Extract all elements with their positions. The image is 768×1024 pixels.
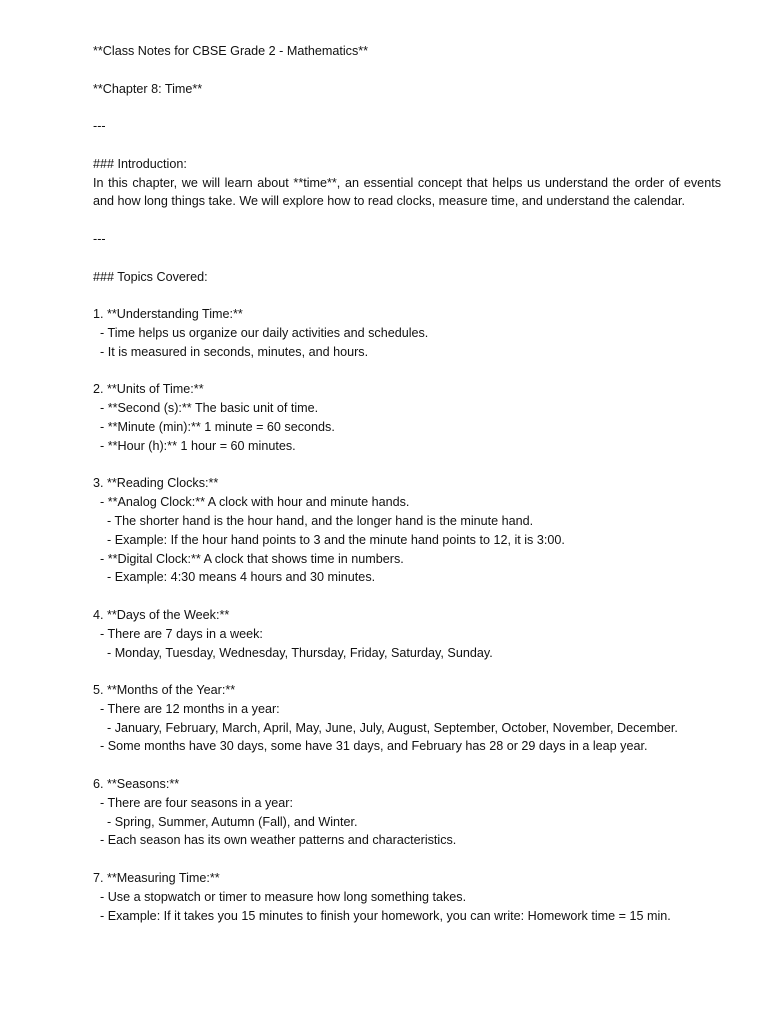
topic-line: - Monday, Tuesday, Wednesday, Thursday, Friday, Saturday, Sunday. — [93, 645, 493, 660]
topic-title: 2. **Units of Time:** — [93, 382, 204, 397]
topic-line: - **Minute (min):** 1 minute = 60 seconds. — [93, 419, 335, 434]
topic-line: - Example: If it takes you 15 minutes to finish your homework, you can write: Homework time = 15 min. — [93, 908, 671, 923]
intro-heading: ### Introduction: — [93, 156, 187, 171]
spacer — [93, 249, 721, 268]
topic-line: - There are 7 days in a week: — [93, 626, 263, 641]
spacer — [93, 61, 721, 80]
topic-line: - Time helps us organize our daily activities and schedules. — [93, 325, 429, 340]
topic-title: 4. **Days of the Week:** — [93, 607, 230, 622]
spacer — [93, 662, 721, 681]
topic-line: - Example: If the hour hand points to 3 and the minute hand points to 12, it is 3:00. — [93, 532, 565, 547]
topic-section — [93, 775, 721, 850]
topic-line: - Spring, Summer, Autumn (Fall), and Winter. — [93, 814, 358, 829]
topic-section — [93, 474, 721, 587]
chapter-title: **Chapter 8: Time** — [93, 81, 203, 96]
topic-line: - January, February, March, April, May, June, July, August, September, October, November, December. — [93, 720, 678, 735]
topic-line: - **Second (s):** The basic unit of time. — [93, 401, 319, 416]
spacer — [93, 587, 721, 606]
topic-line: - **Hour (h):** 1 hour = 60 minutes. — [93, 438, 296, 453]
spacer — [93, 756, 721, 775]
spacer — [93, 211, 721, 230]
spacer — [93, 850, 721, 869]
spacer — [93, 136, 721, 155]
topic-section — [93, 305, 721, 361]
topic-title: 1. **Understanding Time:** — [93, 307, 243, 322]
spacer — [93, 362, 721, 381]
horizontal-rule: --- — [93, 119, 106, 134]
topic-line: - **Analog Clock:** A clock with hour and minute hands. — [93, 495, 410, 510]
topic-line: - Some months have 30 days, some have 31 days, and February has 28 or 29 days in a leap year. — [93, 739, 648, 754]
topic-line: - It is measured in seconds, minutes, and hours. — [93, 344, 369, 359]
topic-line: - There are 12 months in a year: — [93, 701, 280, 716]
topic-section — [93, 606, 721, 662]
intro-paragraph: In this chapter, we will learn about **time**, an essential concept that helps us understand the order of events and how long things take. We will explore how to read clocks, measure time, and understand the calendar. — [93, 175, 721, 209]
topic-section — [93, 869, 721, 925]
document-page — [93, 42, 721, 925]
topic-section — [93, 681, 721, 756]
topic-title: 6. **Seasons:** — [93, 777, 180, 792]
topic-title: 3. **Reading Clocks:** — [93, 476, 219, 491]
spacer — [93, 286, 721, 305]
spacer — [93, 456, 721, 475]
topic-line: - Use a stopwatch or timer to measure how long something takes. — [93, 889, 467, 904]
horizontal-rule: --- — [93, 231, 106, 246]
topic-line: - Each season has its own weather patterns and characteristics. — [93, 833, 457, 848]
document-title: **Class Notes for CBSE Grade 2 - Mathematics** — [93, 44, 369, 58]
topic-title: 5. **Months of the Year:** — [93, 683, 236, 698]
topic-line: - There are four seasons in a year: — [93, 795, 293, 810]
topic-section — [93, 380, 721, 455]
topics-heading: ### Topics Covered: — [93, 269, 208, 284]
topic-line: - Example: 4:30 means 4 hours and 30 minutes. — [93, 570, 376, 585]
topic-title: 7. **Measuring Time:** — [93, 871, 220, 886]
spacer — [93, 98, 721, 117]
topic-line: - **Digital Clock:** A clock that shows time in numbers. — [93, 551, 404, 566]
topic-line: - The shorter hand is the hour hand, and the longer hand is the minute hand. — [93, 513, 534, 528]
